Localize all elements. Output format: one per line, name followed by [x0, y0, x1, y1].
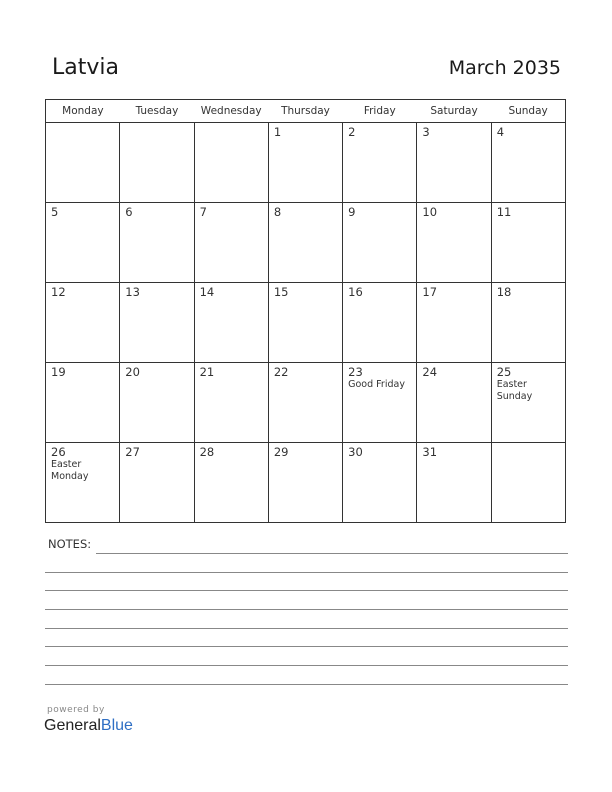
weekday-header: Monday: [46, 100, 120, 123]
weekday-header: Wednesday: [194, 100, 268, 123]
week-row: [46, 443, 566, 523]
day-cell: [194, 363, 268, 443]
day-cell: [120, 283, 194, 363]
note-line: [45, 609, 568, 610]
day-number: 31: [422, 445, 438, 459]
day-number: 11: [496, 205, 512, 219]
generalblue-logo[interactable]: [44, 717, 133, 735]
empty-day-cell: [120, 123, 194, 203]
day-cell: [268, 443, 342, 523]
day-cell: [120, 363, 194, 443]
day-cell: [491, 203, 565, 283]
note-line: [45, 572, 568, 573]
day-cell: [268, 283, 342, 363]
day-number: 15: [273, 285, 289, 299]
day-cell: [46, 443, 120, 523]
day-cell: [194, 443, 268, 523]
day-number: 5: [51, 205, 59, 219]
day-cell: [46, 203, 120, 283]
note-line: [45, 646, 568, 647]
week-row: [46, 203, 566, 283]
note-line: [45, 684, 568, 685]
weekday-header: Tuesday: [120, 100, 194, 123]
day-number: 24: [422, 365, 438, 379]
day-number: 22: [273, 365, 289, 379]
note-line: [45, 665, 568, 666]
day-cell: [268, 203, 342, 283]
day-cell: [268, 123, 342, 203]
day-number: 7: [199, 205, 207, 219]
day-number: 16: [348, 285, 363, 299]
day-cell: [343, 363, 417, 443]
day-number: 27: [125, 445, 140, 459]
day-cell: [268, 363, 342, 443]
day-cell: [343, 203, 417, 283]
week-row: [46, 283, 566, 363]
day-cell: [491, 363, 565, 443]
day-number: 2: [348, 125, 356, 139]
empty-day-cell: [46, 123, 120, 203]
empty-day-cell: [491, 443, 565, 523]
empty-day-cell: [194, 123, 268, 203]
day-cell: [343, 283, 417, 363]
day-cell: [46, 363, 120, 443]
day-cell: [194, 203, 268, 283]
day-cell: [343, 123, 417, 203]
brand-general-text: General: [44, 717, 101, 734]
day-number: 19: [51, 365, 66, 379]
notes-label: NOTES:: [48, 537, 92, 551]
day-cell: [417, 203, 491, 283]
day-number: 18: [496, 285, 512, 299]
day-number: 25: [496, 365, 512, 379]
day-cell: [194, 283, 268, 363]
day-number: 29: [273, 445, 289, 459]
calendar-grid: [45, 99, 566, 523]
day-number: 1: [273, 125, 282, 139]
holiday-label: Easter Monday: [51, 459, 89, 482]
day-number: 14: [199, 285, 215, 299]
day-number: 10: [422, 205, 438, 219]
day-number: 4: [496, 125, 505, 139]
weekday-header: Saturday: [417, 100, 491, 123]
note-line: [96, 553, 568, 554]
day-cell: [417, 363, 491, 443]
day-number: 30: [348, 445, 363, 459]
day-cell: [491, 123, 565, 203]
weekday-header: Thursday: [268, 100, 342, 123]
day-number: 23: [348, 365, 363, 379]
day-cell: [46, 283, 120, 363]
day-number: 12: [51, 285, 66, 299]
day-number: 20: [125, 365, 140, 379]
powered-by-label: powered by: [47, 705, 105, 715]
month-year-title: March 2035: [448, 57, 561, 79]
day-number: 26: [51, 445, 66, 459]
day-number: 3: [422, 125, 430, 139]
day-number: 17: [422, 285, 438, 299]
holiday-label: Easter Sunday: [496, 379, 533, 402]
day-number: 28: [199, 445, 215, 459]
day-number: 8: [273, 205, 282, 219]
weekday-header: Friday: [343, 100, 417, 123]
day-cell: [491, 283, 565, 363]
note-line: [45, 628, 568, 629]
day-cell: [417, 123, 491, 203]
day-number: 9: [348, 205, 356, 219]
brand-blue-text: Blue: [100, 717, 133, 734]
day-cell: [343, 443, 417, 523]
weekday-header: Sunday: [491, 100, 565, 123]
day-cell: [120, 443, 194, 523]
week-row: [46, 363, 566, 443]
weekday-header-row: [46, 100, 566, 123]
day-cell: [417, 443, 491, 523]
day-number: 13: [125, 285, 140, 299]
day-number: 21: [199, 365, 215, 379]
note-line: [45, 590, 568, 591]
day-cell: [417, 283, 491, 363]
holiday-label: Good Friday: [348, 379, 405, 390]
week-row: [46, 123, 566, 203]
day-number: 6: [125, 205, 133, 219]
country-title: Latvia: [52, 55, 119, 80]
day-cell: [120, 203, 194, 283]
